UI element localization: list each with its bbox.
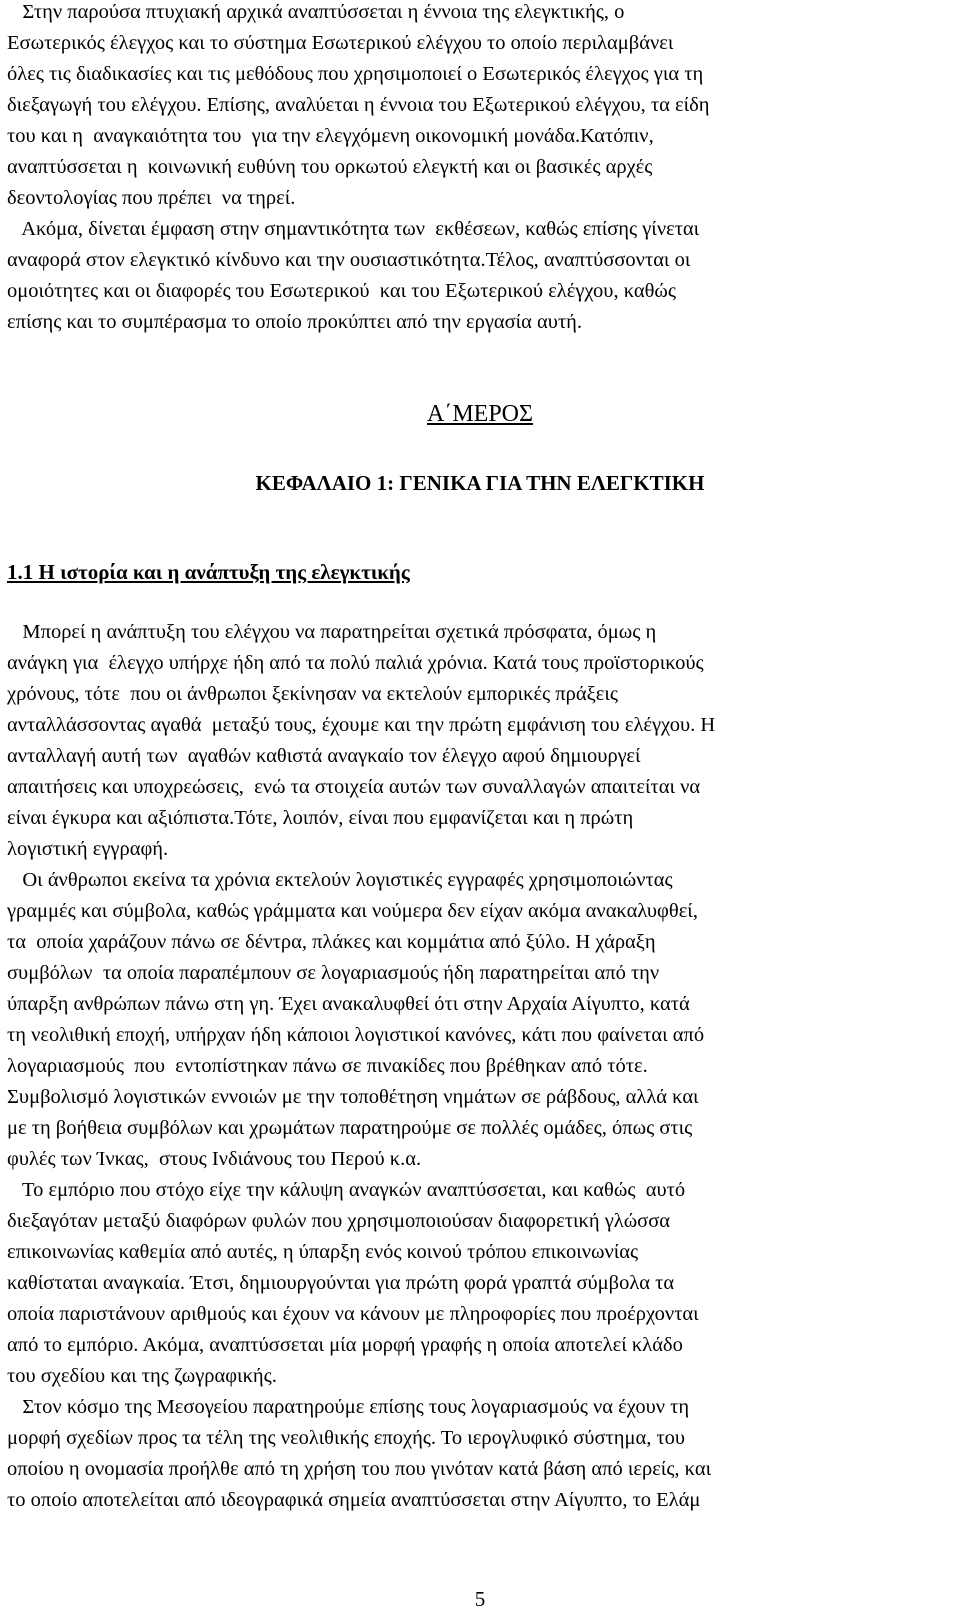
text-line: χρόνους, τότε που οι άνθρωποι ξεκίνησαν να εκτελούν εμπορικές πράξεις xyxy=(7,683,619,705)
text-line: οποία παριστάνουν αριθμούς και έχουν να κάνουν με πληροφορίες που προέρχονται xyxy=(7,1303,699,1325)
text-line: από το εμπόριο. Ακόμα, αναπτύσσεται μία μορφή γραφής η οποία αποτελεί κλάδο xyxy=(7,1334,683,1356)
text-line: Συμβολισμό λογιστικών εννοιών με την τοποθέτηση νημάτων σε ράβδους, αλλά και xyxy=(7,1086,699,1108)
page-number: 5 xyxy=(474,1587,486,1611)
text-line: οποίου η ονομασία προήλθε από τη χρήση του που γινόταν κατά βάση από ιερείς, και xyxy=(7,1458,712,1480)
text-line: φυλές των Ίνκας, στους Ινδιάνους του Περού κ.α. xyxy=(7,1148,422,1170)
text-line: διεξαγωγή του ελέγχου. Επίσης, αναλύεται η έννοια του Εξωτερικού ελέγχου, τα είδη xyxy=(7,94,710,116)
text-line: αναπτύσσεται η κοινωνική ευθύνη του ορκωτού ελεγκτή και οι βασικές αρχές xyxy=(7,156,653,178)
text-line: αναφορά στον ελεγκτικό κίνδυνο και την ουσιαστικότητα.Τέλος, αναπτύσσονται οι xyxy=(7,249,691,271)
text-line: ανταλλάσσοντας αγαθά μεταξύ τους, έχουμε και την πρώτη εμφάνιση του ελέγχου. Η xyxy=(7,714,716,736)
text-line: ανάγκη για έλεγχο υπήρχε ήδη από τα πολύ παλιά χρόνια. Κατά τους προϊστορικούς xyxy=(7,652,704,674)
chapter-title: ΚΕΦΑΛΑΙΟ 1: ΓΕΝΙΚΑ ΓΙΑ ΤΗΝ ΕΛΕΓΚΤΙΚΗ xyxy=(255,471,705,495)
text-line: τα οποία χαράζουν πάνω σε δέντρα, πλάκες και κομμάτια από ξύλο. Η χάραξη xyxy=(7,931,656,953)
text-line: Το εμπόριο που στόχο είχε την κάλυψη αναγκών αναπτύσσεται, και καθώς αυτό xyxy=(7,1179,686,1201)
text-line: απαιτήσεις και υποχρεώσεις, ενώ τα στοιχεία αυτών των συναλλαγών απαιτείται να xyxy=(7,776,701,798)
text-line: Μπορεί η ανάπτυξη του ελέγχου να παρατηρείται σχετικά πρόσφατα, όμως η xyxy=(7,621,657,643)
text-line: γραμμές και σύμβολα, καθώς γράμματα και νούμερα δεν είχαν ακόμα ανακαλυφθεί, xyxy=(7,900,698,922)
text-line: συμβόλων τα οποία παραπέμπουν σε λογαριασμούς ήδη παρατηρείται από την xyxy=(7,962,660,984)
text-line: ομοιότητες και οι διαφορές του Εσωτερικού και του Εξωτερικού ελέγχου, καθώς xyxy=(7,280,677,302)
text-line: του σχεδίου και της ζωγραφικής. xyxy=(7,1365,277,1387)
text-line: του και η αναγκαιότητα του για την ελεγχόμενη οικονομική μονάδα.Κατόπιν, xyxy=(7,125,654,147)
text-line: δεοντολογίας που πρέπει να τηρεί. xyxy=(7,187,296,209)
section-title: 1.1 Η ιστορία και η ανάπτυξη της ελεγκτικής xyxy=(7,560,410,584)
text-line: τη νεολιθική εποχή, υπήρχαν ήδη κάποιοι λογιστικοί κανόνες, κάτι που φαίνεται από xyxy=(7,1024,705,1046)
text-line: λογαριασμούς που εντοπίστηκαν πάνω σε πινακίδες που βρέθηκαν από τότε. xyxy=(7,1055,648,1077)
text-line: Οι άνθρωποι εκείνα τα χρόνια εκτελούν λογιστικές εγγραφές χρησιμοποιώντας xyxy=(7,869,673,891)
text-line: ανταλλαγή αυτή των αγαθών καθιστά αναγκαίο τον έλεγχο αφού δημιουργεί xyxy=(7,745,641,767)
text-line: με τη βοήθεια συμβόλων και χρωμάτων παρατηρούμε σε πολλές ομάδες, όπως στις xyxy=(7,1117,693,1139)
text-line: επίσης και το συμπέρασμα το οποίο προκύπτει από την εργασία αυτή. xyxy=(7,311,583,333)
text-line: Εσωτερικός έλεγχος και το σύστημα Εσωτερικού ελέγχου το οποίο περιλαμβάνει xyxy=(7,32,674,54)
text-line: διεξαγόταν μεταξύ διαφόρων φυλών που χρησιμοποιούσαν διαφορετική γλώσσα xyxy=(7,1210,671,1232)
text-line: καθίσταται αναγκαία. Έτσι, δημιουργούνται για πρώτη φορά γραπτά σύμβολα τα xyxy=(7,1272,675,1294)
part-title: Α΄ΜΕΡΟΣ xyxy=(427,401,533,427)
text-line: όλες τις διαδικασίες και τις μεθόδους που χρησιμοποιεί ο Εσωτερικός έλεγχος για τη xyxy=(7,63,704,85)
text-line: μορφή σχεδίων προς τα τέλη της νεολιθικής εποχής. Το ιερογλυφικό σύστημα, του xyxy=(7,1427,686,1449)
text-line: Στην παρούσα πτυχιακή αρχικά αναπτύσσεται η έννοια της ελεγκτικής, ο xyxy=(7,1,625,23)
text-line: Ακόμα, δίνεται έμφαση στην σημαντικότητα των εκθέσεων, καθώς επίσης γίνεται xyxy=(7,218,700,240)
text-line: επικοινωνίας καθεμία από αυτές, η ύπαρξη ενός κοινού τρόπου επικοινωνίας xyxy=(7,1241,639,1263)
text-line: ύπαρξη ανθρώπων πάνω στη γη. Έχει ανακαλυφθεί ότι στην Αρχαία Αίγυπτο, κατά xyxy=(7,993,690,1015)
text-line: το οποίο αποτελείται από ιδεογραφικά σημεία αναπτύσσεται στην Αίγυπτο, το Ελάμ xyxy=(7,1489,701,1511)
text-line: λογιστική εγγραφή. xyxy=(7,838,169,860)
text-line: είναι έγκυρα και αξιόπιστα.Τότε, λοιπόν, είναι που εμφανίζεται και η πρώτη xyxy=(7,807,634,829)
text-line: Στον κόσμο της Μεσογείου παρατηρούμε επίσης τους λογαριασμούς να έχουν τη xyxy=(7,1396,690,1418)
